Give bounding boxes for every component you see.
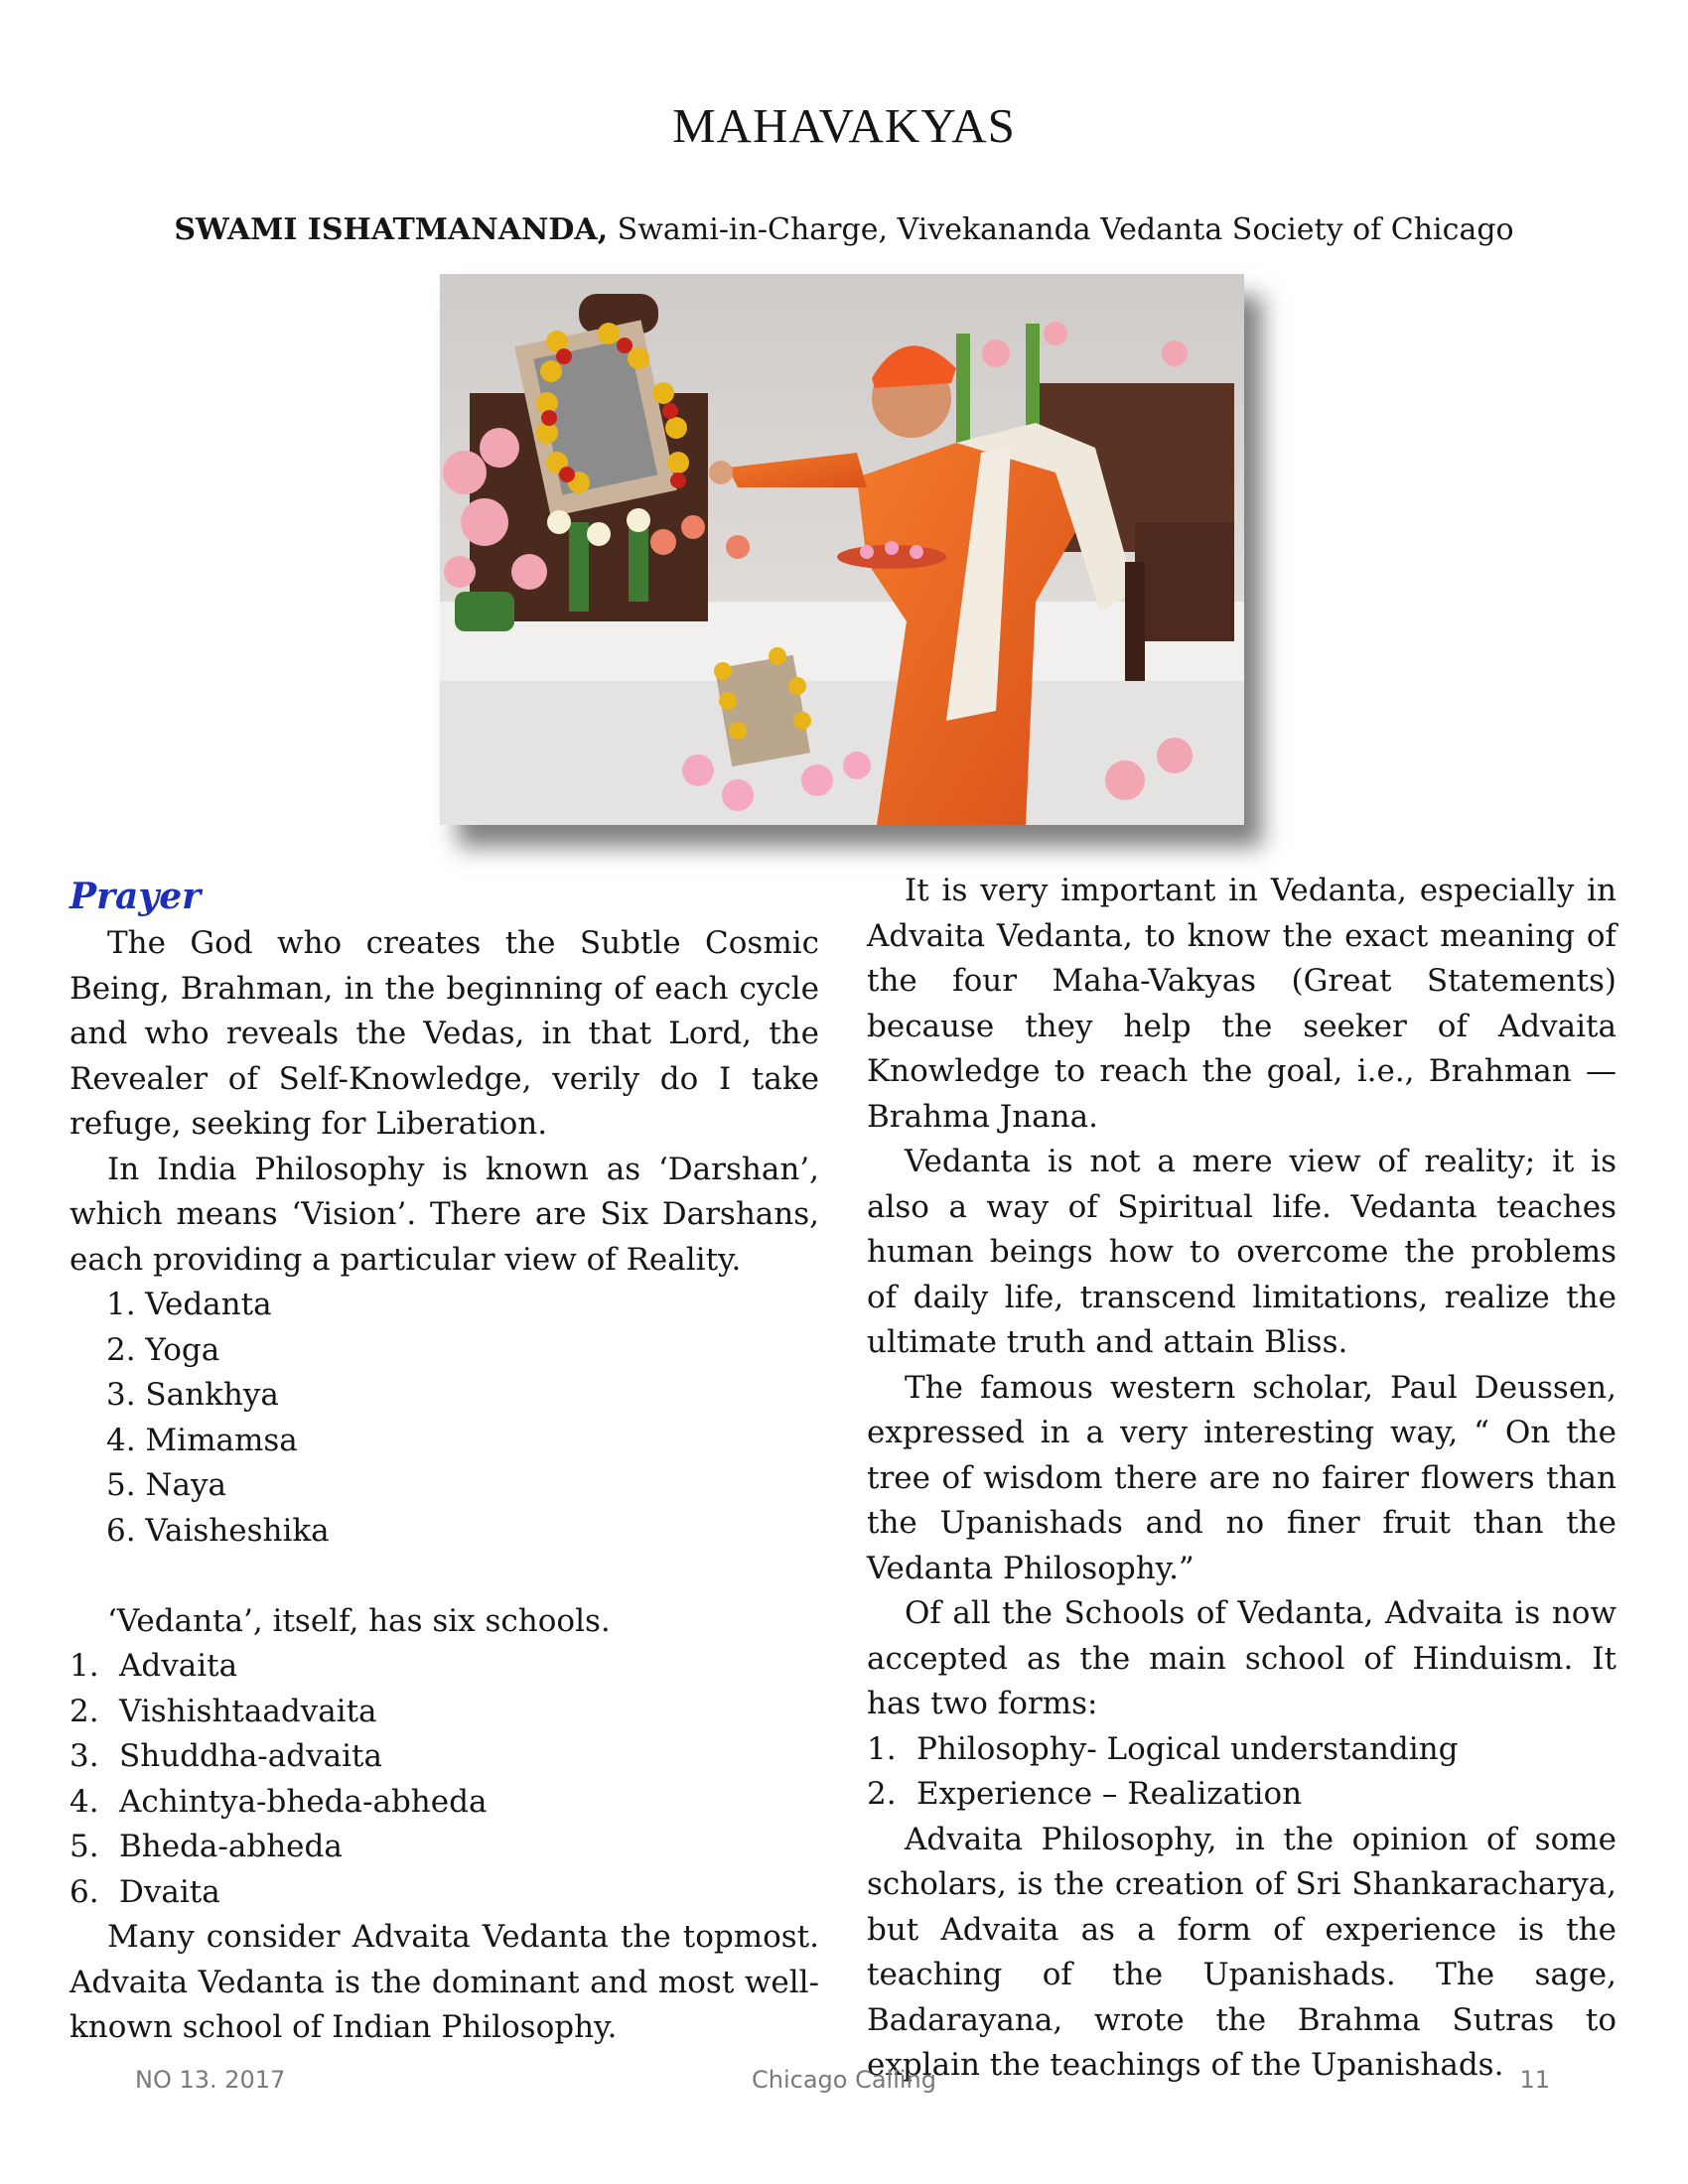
author-name: SWAMI ISHATMANANDA, [174,212,609,247]
right-column [867,869,1617,2089]
article-photo [440,274,1244,825]
article-title: MAHAVAKYAS [672,98,1016,153]
vedanta-way-paragraph: Vedanta is not a mere view of reality; it is also a way of Spiritual life. Vedanta teaches human beings how to overcome the problems of daily life, transcend limitations, realize the ultimate truth and attain Bliss. [867,1144,1617,1360]
vedanta-schools-intro: ‘Vedanta’, itself, has six schools. [107,1602,611,1639]
byline [0,212,1688,247]
list-number: 4. [70,1783,99,1820]
list-item: 4. Mimamsa [106,1422,298,1458]
list-text: Bheda-abheda [119,1829,343,1864]
list-item: 5. Naya [106,1467,227,1503]
list-item [867,1772,1617,1818]
list-item [70,1644,819,1690]
list-item [70,1780,819,1826]
list-text: Shuddha-advaita [119,1738,382,1774]
list-item: 6. Vaisheshika [106,1512,330,1549]
list-number: 5. [70,1829,99,1864]
list-text: Advaita [119,1648,238,1684]
prayer-paragraph: The God who creates the Subtle Cosmic Being, Brahman, in the beginning of each cycle and who reveals the Vedas, in that Lord, the Revealer of Self-Knowledge, verily do I take refuge, seeking for Liberation. [70,925,819,1142]
list-text: Dvaita [119,1873,220,1910]
darshan-list [70,1283,819,1554]
list-item [867,1727,1617,1773]
darshan-paragraph: In India Philosophy is known as ‘Darshan’, which means ‘Vision’. There are Six Darshans, each providing a particular view of Reality. [70,1151,819,1278]
section-heading-prayer: Prayer [70,876,202,917]
list-item: 2. Yoga [106,1331,220,1368]
author-role: Swami-in-Charge, Vivekananda Vedanta Society of Chicago [608,212,1514,247]
list-text: Philosophy- Logical understanding [916,1730,1459,1767]
list-text: Experience – Realization [916,1776,1303,1812]
footer-issue: NO 13. 2017 [135,2066,286,2094]
list-item [70,1825,819,1870]
spacer [70,1554,819,1599]
list-item: 3. Sankhya [106,1377,279,1413]
list-text: Achintya-bheda-abheda [119,1783,488,1820]
footer-page-number: 11 [1519,2066,1550,2094]
vedanta-schools-list [70,1644,819,1915]
left-column [70,872,819,2051]
list-number: 6. [70,1873,99,1910]
list-item [70,1690,819,1735]
list-text: Vishishtaadvaita [119,1693,377,1729]
list-item: 1. Vedanta [106,1287,272,1322]
photo-swami-at-altar [440,274,1244,825]
mahavakya-paragraph: It is very important in Vedanta, especially in Advaita Vedanta, to know the exact meaning of the four Maha-Vakyas (Great Statements) because they help the seeker of Advaita Knowledge to reach the goal, i.e., Brahman — Brahma Jnana. [867,873,1617,1135]
advaita-philosophy-paragraph: Advaita Philosophy, in the opinion of some scholars, is the creation of Sri Shankaracharya, but Advaita as a form of experience is the teaching of the Upanishads. The sage, Badarayana, wrote the Brahma Sutras to explain the teachings of the Upanishads. [867,1821,1617,2083]
list-number: 2. [70,1693,99,1729]
list-number: 1. [867,1730,897,1767]
list-item [70,1870,819,1916]
advaita-forms-list [867,1727,1617,1818]
list-number: 1. [70,1648,99,1684]
schools-paragraph: Of all the Schools of Vedanta, Advaita is now accepted as the main school of Hinduism. It has two forms: [867,1595,1617,1721]
footer-publication: Chicago Calling [752,2066,936,2094]
deussen-quote-paragraph: The famous western scholar, Paul Deussen, expressed in a very interesting way, “ On the tree of wisdom there are no fairer flowers than the Upanishads and no finer fruit than the Vedanta Philosophy.” [867,1369,1617,1586]
list-item [70,1734,819,1780]
list-number: 2. [867,1776,897,1812]
list-number: 3. [70,1738,99,1774]
advaita-paragraph: Many consider Advaita Vedanta the topmost. Advaita Vedanta is the dominant and most well-known school of Indian Philosophy. [70,1919,819,2045]
